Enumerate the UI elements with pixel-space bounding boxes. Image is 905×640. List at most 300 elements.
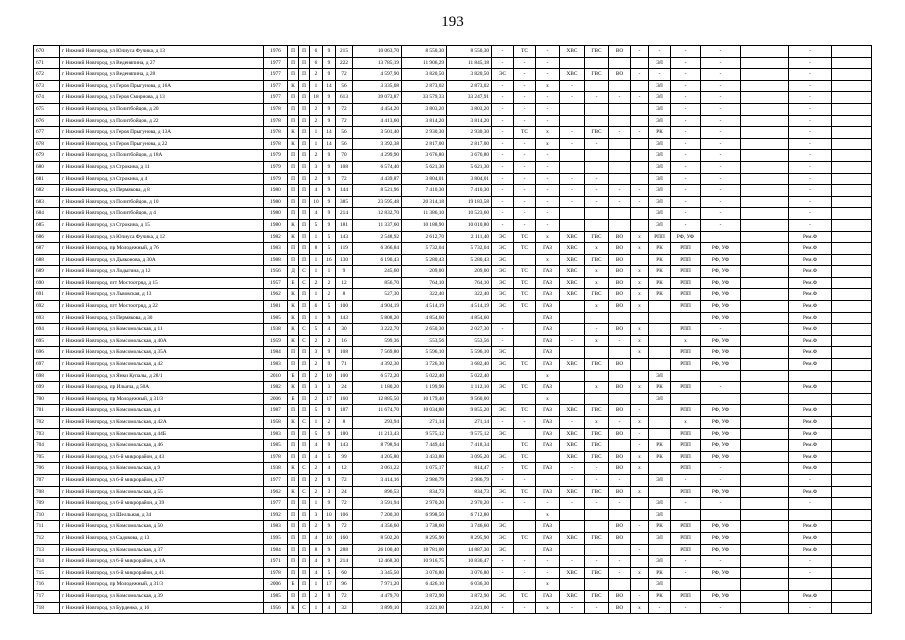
table-cell: ВО	[609, 532, 631, 544]
table-cell: 9	[323, 115, 336, 127]
table-cell: 896,53	[353, 486, 402, 498]
table-cell: 9	[323, 359, 336, 371]
table-cell: 4 514,19	[447, 301, 492, 313]
table-cell	[832, 92, 872, 104]
table-cell: 1983	[264, 428, 288, 440]
table-row	[34, 544, 872, 556]
table-cell: 717	[34, 590, 60, 602]
table-cell: ТС	[514, 301, 536, 313]
table-cell: ТС	[514, 590, 536, 602]
table-cell: 5	[310, 405, 323, 417]
table-cell: П	[299, 312, 310, 324]
table-cell: С	[299, 602, 310, 614]
table-cell: -	[514, 602, 536, 614]
table-cell: 682	[34, 185, 60, 197]
table-cell: ГАЗ	[536, 312, 560, 324]
table-cell	[631, 150, 649, 162]
table-cell: -	[609, 498, 631, 510]
table-cell: 691	[34, 289, 60, 301]
table-cell: г Нижний Новгород, ул Политбойцов, д 20	[60, 103, 264, 115]
table-cell: РК	[649, 254, 671, 266]
table-cell	[560, 509, 585, 521]
table-cell: ГАЗ	[536, 417, 560, 429]
table-cell: 3	[323, 382, 336, 394]
table-cell: ГВС	[585, 451, 609, 463]
table-cell: ВО	[609, 486, 631, 498]
table-cell: -	[514, 208, 536, 220]
table-cell	[741, 138, 789, 150]
table-cell: 1983	[264, 359, 288, 371]
table-cell: г Нижний Новгород, ул Лодыгина, д 12	[60, 266, 264, 278]
table-cell	[832, 370, 872, 382]
table-cell: К	[288, 289, 299, 301]
table-cell: К	[288, 312, 299, 324]
table-cell: -	[492, 556, 514, 568]
table-cell: ЭЛ	[649, 92, 671, 104]
table-cell: П	[299, 92, 310, 104]
table-cell: РФ, УФ	[701, 451, 741, 463]
table-cell: 2 817,00	[402, 138, 447, 150]
table-cell: ЭС	[492, 428, 514, 440]
table-row	[34, 289, 872, 301]
table-cell: П	[299, 243, 310, 255]
table-cell: К	[288, 80, 299, 92]
table-cell: 1978	[264, 451, 288, 463]
table-cell: ХВС	[560, 231, 585, 243]
table-cell: ВО	[609, 231, 631, 243]
table-cell: ХВС	[560, 254, 585, 266]
table-cell: 698	[34, 370, 60, 382]
table-cell	[701, 509, 741, 521]
table-row	[34, 451, 872, 463]
table-cell: 4 514,19	[402, 301, 447, 313]
table-cell: Рем.Ф	[789, 359, 832, 371]
table-cell: -	[701, 498, 741, 510]
table-cell	[741, 69, 789, 81]
table-cell: 5	[323, 243, 336, 255]
table-cell: 679	[34, 150, 60, 162]
table-cell: -	[492, 150, 514, 162]
table-cell: 2	[310, 463, 323, 475]
table-cell: г Нижний Новгород, ул Дьяконова, д 30А	[60, 254, 264, 266]
table-cell	[832, 544, 872, 556]
table-cell: 2	[310, 335, 323, 347]
table-cell	[741, 57, 789, 69]
table-cell: 5	[323, 451, 336, 463]
table-cell	[631, 393, 649, 405]
table-cell: С	[299, 324, 310, 336]
table-cell: ГАЗ	[536, 440, 560, 452]
table-cell: ГВС	[585, 359, 609, 371]
table-row	[34, 254, 872, 266]
table-row	[34, 463, 872, 475]
table-cell	[832, 405, 872, 417]
table-cell	[514, 335, 536, 347]
table-cell: 71	[336, 359, 353, 371]
table-cell	[492, 579, 514, 591]
table-cell	[832, 602, 872, 614]
table-row	[34, 474, 872, 486]
table-cell: Рем.Ф	[789, 231, 832, 243]
table-cell	[671, 370, 701, 382]
table-cell: 10	[323, 370, 336, 382]
table-cell: -	[492, 474, 514, 486]
table-cell: С	[299, 486, 310, 498]
table-cell	[832, 138, 872, 150]
table-cell: 1984	[264, 544, 288, 556]
table-cell	[649, 324, 671, 336]
table-cell	[741, 451, 789, 463]
table-cell	[514, 393, 536, 405]
table-cell	[609, 544, 631, 556]
table-cell: 709	[34, 498, 60, 510]
table-cell: 4	[310, 567, 323, 579]
table-cell: 2 970,20	[402, 498, 447, 510]
table-row	[34, 138, 872, 150]
table-cell: РФ, УФ	[671, 231, 701, 243]
table-cell: -	[609, 417, 631, 429]
table-cell: ГВС	[585, 428, 609, 440]
table-cell: 3 814,20	[402, 115, 447, 127]
table-cell: ХВС	[560, 46, 585, 58]
table-cell: Рем.Ф	[789, 254, 832, 266]
table-cell: ГАЗ	[536, 463, 560, 475]
table-cell: 9	[323, 556, 336, 568]
table-cell: г Нижний Новгород, ул Янки Купалы, д 28/1	[60, 370, 264, 382]
table-cell: 5	[323, 231, 336, 243]
table-cell	[560, 57, 585, 69]
table-cell: -	[492, 127, 514, 139]
table-cell: ЭЛ	[649, 196, 671, 208]
table-cell: К	[288, 138, 299, 150]
table-cell: -	[536, 46, 560, 58]
table-cell: 1	[310, 289, 323, 301]
table-cell: -	[585, 474, 609, 486]
table-cell: -	[789, 602, 832, 614]
table-cell: ВО	[609, 463, 631, 475]
table-row	[34, 556, 872, 568]
table-row	[34, 393, 872, 405]
table-cell: 1992	[264, 509, 288, 521]
registry-table	[33, 45, 872, 614]
table-cell	[492, 370, 514, 382]
table-cell: РФ, УФ	[701, 532, 741, 544]
table-cell	[560, 161, 585, 173]
table-cell: г Нижний Новгород, ул Строкина, д 15	[60, 219, 264, 231]
table-cell: 56	[336, 80, 353, 92]
table-cell	[741, 161, 789, 173]
table-cell: Рем.Ф	[789, 266, 832, 278]
table-cell: Рем.Ф	[789, 486, 832, 498]
table-cell: -	[701, 219, 741, 231]
table-cell: 1980	[264, 208, 288, 220]
table-cell: 385	[336, 196, 353, 208]
table-cell: 3 061,22	[353, 463, 402, 475]
table-cell: ГВС	[585, 440, 609, 452]
table-cell: г Нижний Новгород, ул Комсомольская, д 42	[60, 359, 264, 371]
table-cell: ВО	[609, 324, 631, 336]
table-cell: 2	[310, 370, 323, 382]
table-cell	[832, 324, 872, 336]
table-cell	[560, 219, 585, 231]
table-cell: П	[299, 80, 310, 92]
table-cell: г Нижний Новгород, ул Героя Прыгунова, д 16А	[60, 80, 264, 92]
table-cell: ГАЗ	[536, 428, 560, 440]
table-cell: -	[631, 92, 649, 104]
table-cell: 72	[336, 115, 353, 127]
table-cell: 14	[323, 138, 336, 150]
table-cell	[741, 127, 789, 139]
table-cell: х	[631, 335, 649, 347]
table-cell: -	[701, 196, 741, 208]
table-cell: 3 803,20	[402, 103, 447, 115]
table-cell: -	[492, 417, 514, 429]
table-cell	[741, 208, 789, 220]
table-cell: РК	[649, 521, 671, 533]
table-cell: 688	[34, 254, 60, 266]
table-cell: 4	[310, 556, 323, 568]
table-row	[34, 382, 872, 394]
table-cell: Рем.Ф	[789, 463, 832, 475]
table-cell	[649, 359, 671, 371]
table-cell: Рем.Ф	[789, 312, 832, 324]
table-cell: 1977	[264, 498, 288, 510]
table-cell: 1958	[264, 417, 288, 429]
table-cell: П	[288, 173, 299, 185]
table-cell: -	[701, 161, 741, 173]
table-cell: РПП	[649, 231, 671, 243]
table-cell: ЭС	[492, 532, 514, 544]
table-cell	[701, 393, 741, 405]
table-cell: ГВС	[585, 567, 609, 579]
table-cell: 18	[310, 92, 323, 104]
table-cell: г Нижний Новгород, ул Комсомольская, д 55	[60, 486, 264, 498]
table-cell: 3 682,40	[447, 359, 492, 371]
table-cell: РПП	[671, 347, 701, 359]
table-cell: 1983	[264, 243, 288, 255]
table-cell: 9	[323, 405, 336, 417]
table-cell: ВО	[609, 590, 631, 602]
table-cell	[741, 266, 789, 278]
table-cell: РФ, УФ	[701, 277, 741, 289]
table-cell: П	[288, 196, 299, 208]
table-cell: 4 392,30	[353, 359, 402, 371]
table-cell: -	[585, 138, 609, 150]
table-cell: П	[288, 451, 299, 463]
table-cell: 17	[323, 579, 336, 591]
table-cell: 693	[34, 312, 60, 324]
table-cell: 675	[34, 103, 60, 115]
table-cell: П	[299, 347, 310, 359]
table-cell	[560, 103, 585, 115]
table-cell: 3 803,20	[447, 103, 492, 115]
table-cell: 143	[336, 440, 353, 452]
table-cell: П	[299, 127, 310, 139]
table-cell: -	[671, 127, 701, 139]
table-cell	[832, 532, 872, 544]
table-cell: 1995	[264, 532, 288, 544]
table-cell: 681	[34, 173, 60, 185]
table-cell: 108	[336, 161, 353, 173]
table-cell	[536, 474, 560, 486]
table-cell: г Нижний Новгород, пр Молодежный, д 31/3	[60, 393, 264, 405]
table-cell	[631, 498, 649, 510]
table-cell: 1	[310, 254, 323, 266]
table-cell: 701	[34, 405, 60, 417]
table-cell: 16	[336, 335, 353, 347]
table-cell: ХВС	[560, 567, 585, 579]
table-cell	[514, 521, 536, 533]
table-cell: г Нижний Новгород, ул 6-й микрорайон, д 37	[60, 474, 264, 486]
table-cell: 10 034,80	[402, 405, 447, 417]
table-cell: -	[671, 219, 701, 231]
table-cell	[631, 80, 649, 92]
table-cell	[649, 544, 671, 556]
table-cell	[631, 57, 649, 69]
table-cell	[832, 498, 872, 510]
table-row	[34, 359, 872, 371]
table-cell: 671	[34, 57, 60, 69]
table-cell: П	[288, 46, 299, 58]
table-cell	[585, 161, 609, 173]
table-cell	[585, 103, 609, 115]
table-cell: -	[536, 208, 560, 220]
table-cell	[585, 544, 609, 556]
table-cell	[560, 312, 585, 324]
table-cell: -	[514, 556, 536, 568]
table-cell: -	[701, 324, 741, 336]
table-cell: РПП	[671, 254, 701, 266]
table-cell: х	[585, 382, 609, 394]
table-cell: г Нижний Новгород, ул Пермякова, д 8	[60, 185, 264, 197]
table-cell: ХВС	[560, 359, 585, 371]
table-cell: ЭЛ	[649, 474, 671, 486]
table-row	[34, 324, 872, 336]
table-cell: 1983	[264, 521, 288, 533]
table-cell: 2010	[264, 370, 288, 382]
table-cell: Рем.Ф	[789, 590, 832, 602]
table-cell: -	[514, 57, 536, 69]
table-cell: К	[288, 219, 299, 231]
table-cell: ВО	[609, 243, 631, 255]
table-cell: -	[701, 556, 741, 568]
table-cell: -	[789, 46, 832, 58]
table-cell: Рем.Ф	[789, 243, 832, 255]
table-row	[34, 602, 872, 614]
table-cell: 7 410,30	[402, 185, 447, 197]
table-cell: -	[492, 173, 514, 185]
table-cell: 1	[310, 231, 323, 243]
table-cell: РФ, УФ	[701, 359, 741, 371]
table-cell: г Нижний Новгород, ул 6-й микрорайон, д 39	[60, 498, 264, 510]
table-cell: -	[671, 46, 701, 58]
table-row	[34, 103, 872, 115]
table-cell: 1979	[264, 173, 288, 185]
table-cell: Б	[288, 579, 299, 591]
table-cell: -	[514, 69, 536, 81]
table-cell: 2 873,02	[447, 80, 492, 92]
table-cell	[631, 532, 649, 544]
table-cell	[832, 243, 872, 255]
table-cell	[832, 590, 872, 602]
table-cell: 3	[310, 382, 323, 394]
table-cell: х	[631, 486, 649, 498]
table-cell: К	[288, 324, 299, 336]
table-cell: 72	[336, 173, 353, 185]
table-cell: РК	[649, 440, 671, 452]
table-row	[34, 185, 872, 197]
table-cell: П	[299, 115, 310, 127]
table-cell: С	[299, 417, 310, 429]
table-cell: РПП	[671, 382, 701, 394]
table-cell: х	[536, 254, 560, 266]
table-cell: х	[536, 370, 560, 382]
table-cell: ЭЛ	[649, 161, 671, 173]
table-cell	[741, 417, 789, 429]
table-cell: 9	[323, 103, 336, 115]
table-cell: 3 414,16	[353, 474, 402, 486]
table-cell: 1977	[264, 92, 288, 104]
table-cell: г Нижний Новгород, ул Львовская, д 13	[60, 289, 264, 301]
table-cell: ЭС	[492, 231, 514, 243]
table-cell: ГАЗ	[536, 521, 560, 533]
table-cell	[741, 359, 789, 371]
table-cell	[671, 579, 701, 591]
table-cell: 17	[323, 393, 336, 405]
table-cell: ГАЗ	[536, 486, 560, 498]
table-cell	[631, 208, 649, 220]
table-cell: ЭС	[492, 277, 514, 289]
table-cell: ХВС	[560, 277, 585, 289]
table-cell: 6 712,80	[447, 509, 492, 521]
table-cell: 209,00	[402, 266, 447, 278]
table-cell: 6 190,43	[353, 254, 402, 266]
table-cell: х	[671, 335, 701, 347]
table-cell	[609, 80, 631, 92]
table-cell: -	[701, 80, 741, 92]
table-cell: 5 022,40	[402, 370, 447, 382]
table-cell: 160	[336, 532, 353, 544]
table-cell: 2 930,30	[402, 127, 447, 139]
table-cell	[832, 266, 872, 278]
table-cell: -	[789, 57, 832, 69]
table-cell	[492, 509, 514, 521]
table-cell	[832, 208, 872, 220]
table-cell: РПП	[671, 451, 701, 463]
table-cell: -	[609, 474, 631, 486]
table-cell: 2	[310, 393, 323, 405]
table-row	[34, 57, 872, 69]
table-row	[34, 428, 872, 440]
table-cell: -	[789, 127, 832, 139]
table-cell: 4 356,60	[353, 521, 402, 533]
table-cell: ЭЛ	[649, 173, 671, 185]
table-cell: ХВС	[560, 440, 585, 452]
table-cell: 1957	[264, 277, 288, 289]
table-cell: -	[671, 80, 701, 92]
table-cell	[585, 521, 609, 533]
table-cell: 684	[34, 208, 60, 220]
table-cell: РФ, УФ	[701, 405, 741, 417]
table-cell: 1	[310, 312, 323, 324]
table-cell: РК	[649, 567, 671, 579]
table-cell: 1978	[264, 103, 288, 115]
table-cell: 708	[34, 486, 60, 498]
table-cell: х	[631, 231, 649, 243]
table-cell: -	[609, 567, 631, 579]
table-cell: -	[492, 115, 514, 127]
table-cell: ЭС	[492, 544, 514, 556]
